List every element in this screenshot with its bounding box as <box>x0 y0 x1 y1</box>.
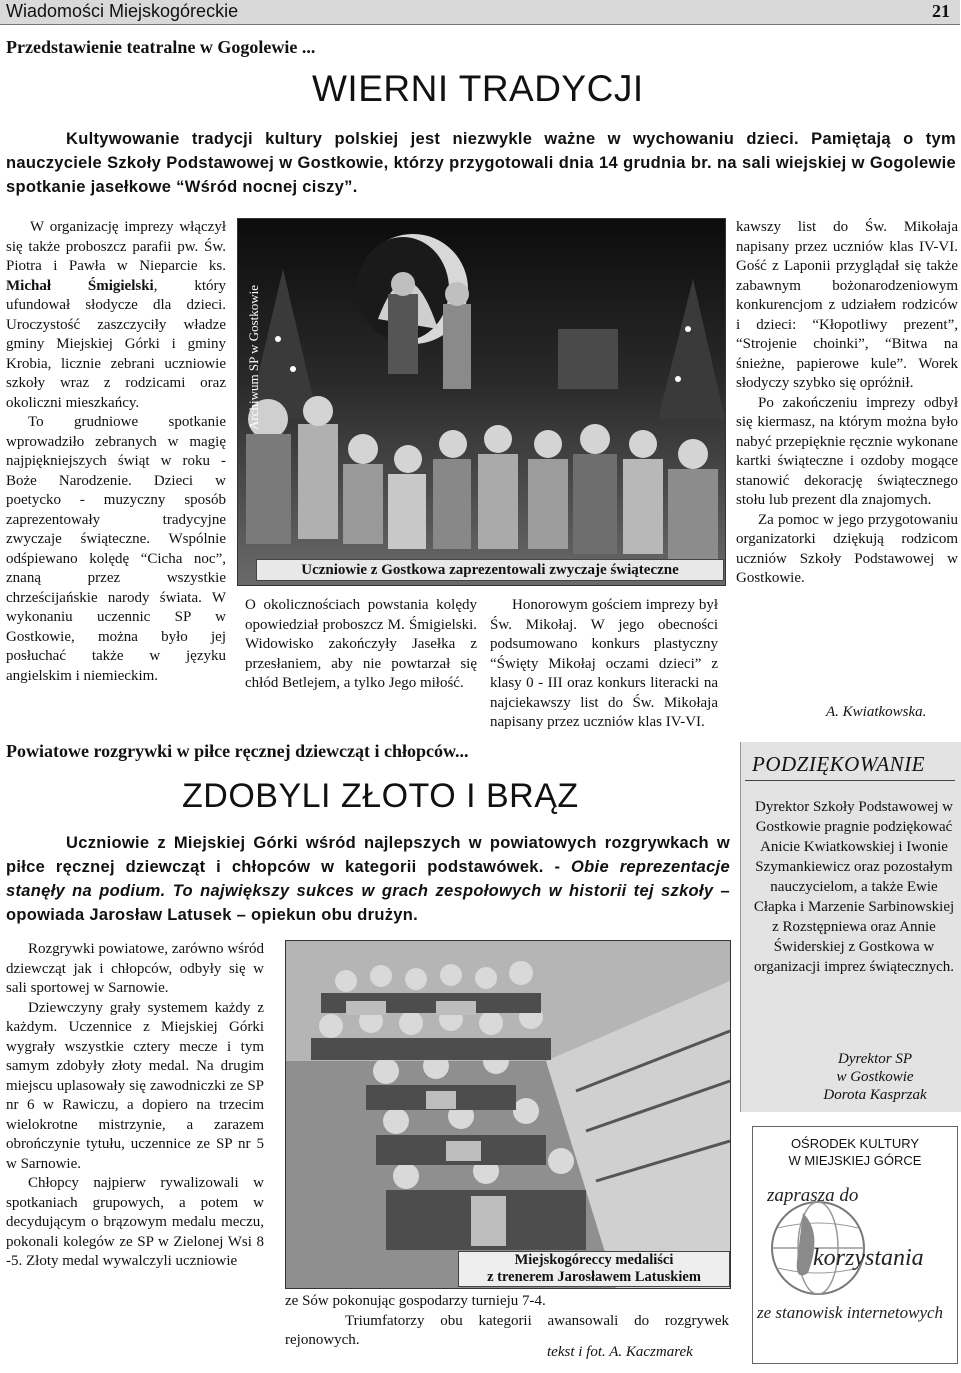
article2-p3-cont: ze Sów pokonując gospodarzy turnieju 7-4. <box>285 1293 546 1309</box>
ad-line-3: zaprasza do <box>767 1185 859 1206</box>
article2-p2: Dziewczyny grały systemem każdy z każdym. Uczennice z Miejskiej Górki wygrały wszystkie cztery mecze i tym samym zdobyły złoty medal. Na drugim miejscu uplasowały się zawodniczki ze SP nr 6 w Rawiczu, a dopiero na trzecim wielokrotne mistrzynie, a zarazem obrończynie tytułu, uczennice ze SP nr 5 w Sarnowie. <box>6 999 264 1172</box>
article2-lead-text-b: opowiada Jarosław Latusek – opiekun obu drużyn. <box>6 906 419 924</box>
article2-caption-line-2: z trenerem Jarosławem Latuskiem <box>487 1269 701 1285</box>
article2-p3: Chłopcy najpierw rywalizowali w spotkaniach grupowych, a potem w decydującym o brązowym medalu meczu, pokonali kolegów ze SP w Zielonej Wsi 8 -5. Złoty medal wywalczyli uczniowie <box>6 1175 264 1269</box>
article1-col1-name: Michał Śmigielski <box>6 277 154 294</box>
article2-lead-quote: Obie reprezentacje stanęły na podium. To największy sukces w grach zespołowych w historii tej szkoły – <box>6 858 730 900</box>
nativity-play-photo <box>238 219 725 585</box>
team-photo <box>286 941 730 1288</box>
article2-lead <box>6 831 730 927</box>
article2-lead-text-a: Uczniowie z Miejskiej Górki wśród najlepszych w powiatowych rozgrywkach w piłce ręcznej dziewcząt i chłopców w kategorii podstawówek. - <box>6 834 730 876</box>
thanks-sig-line-1: Dyrektor SP <box>837 1051 912 1067</box>
article1-headline: WIERNI TRADYCJI <box>312 68 644 109</box>
ad-box <box>752 1126 958 1364</box>
publication-name: Wiadomości Miejskogóreckie <box>6 1 239 21</box>
thanks-sig-line-3: Dorota Kasprzak <box>823 1087 927 1103</box>
article1-kicker: Przedstawienie teatralne w Gogolewie ... <box>6 37 316 57</box>
article1-col4-p2: Po zakończeniu imprezy odbył się kiermasz, na którym można było nabyć przepięknie ręcznie wykonane kartki świąteczne i ozdoby mogące stanowić dekorację świątecznego stołu lub prezent dla znajomych. <box>736 394 958 508</box>
article1-photo-credit: Archiwum SP w Gostkowie <box>246 284 261 430</box>
article1-photo <box>237 218 726 586</box>
thanks-divider <box>745 780 955 781</box>
article2-photo <box>285 940 731 1289</box>
article2-photo-caption <box>458 1251 730 1287</box>
article2-column-2 <box>285 1292 729 1351</box>
article2-caption-line-1: Miejskogóreccy medaliści <box>514 1252 674 1268</box>
article1-col1-p2: To grudniowe spotkanie wprowadziło zebranych w magię najpiękniejszych świąt w roku - Boże Narodzenie. Dzieci w poetycko - muzyczny sposób zaprezentowały tradycyjne zwyczaje świąteczne. Wspólnie odśpiewano kolędę “Cicha noc”, znaną przez wszystkie chrześcijańskie narody świata. W wykonaniu uczennic SP w Gostkowie, można było jej posłuchać także w języku angielskim i niemieckim. <box>6 414 226 684</box>
article1-photo-caption: Uczniowie z Gostkowa zaprezentowali zwyczaje świąteczne <box>256 559 724 581</box>
article1-col4-p3: Za pomoc w jego przygotowaniu organizatorki dziękują rodzicom uczniów Szkoły Podstawowej w Gostkowie. <box>736 511 958 586</box>
ad-line-5: ze stanowisk internetowych <box>757 1303 944 1322</box>
article1-col3-p1: Honorowym gościem imprezy był Św. Mikołaj. W jego obecności podsumowano konkurs plastyczny “Święty Mikołaj oczami dzieci” z klasy 0 - III oraz konkurs literacki na najciekawszy list do Św. Mikołaja napisany przez uczniów klas IV-VI. <box>490 597 718 730</box>
article1-column-4 <box>736 218 958 589</box>
ad-line-2: W MIEJSKIEJ GÓRCE <box>788 1153 922 1168</box>
thanks-title: PODZIĘKOWANIE <box>752 752 926 776</box>
thanks-body: Dyrektor Szkoły Podstawowej w Gostkowie pragnie podziękować Anicie Kwiatkowskiej i Iwonie Szymankiewicz oraz pozostałym nauczycielom, a także Ewie Cłapka i Marzenie Sarbinowskiej z Rozstępniewa oraz Annie Świderskiej z Gostkowa w organizacji imprez świątecznych. <box>753 799 955 975</box>
article1-author: A. Kwiatkowska. <box>826 704 927 720</box>
article2-kicker: Powiatowe rozgrywki w piłce ręcznej dziewcząt i chłopców... <box>6 741 469 761</box>
article1-col1-text-b: , który ufundował słodycze dla dzieci. Uroczystość zaszczyciły władze gminy Miejskiej Górki i gminy Krobia, licznie zebrani uczniowie szkoły wraz z rodzicami oraz okoliczni mieszkańcy. <box>6 277 226 411</box>
page-number: 21 <box>932 1 950 21</box>
ad-line-1: OŚRODEK KULTURY <box>790 1136 920 1151</box>
article1-lead: Kultywowanie tradycji kultury polskiej jest niezwykle ważne w wychowaniu dzieci. Pamiętają o tym nauczyciele Szkoły Podstawowej w Gostkowie, którzy przygotowali dnia 14 grudnia br. na sali wiejskiej w Gogolewie spotkanie jasełkowe “Wśród nocnej ciszy”. <box>6 130 956 196</box>
article2-headline: ZDOBYLI ZŁOTO I BRĄZ <box>182 777 579 815</box>
article1-col1-text-a: W organizację imprezy włączył się także proboszcz parafii pw. Św. Piotra i Pawła w Nieparcie ks. <box>6 219 226 274</box>
article1-col2-p1: O okolicznościach powstania kolędy opowiedział proboszcz M. Śmigielski. Widowisko zakończyły Jasełka z przesłaniem, aby nie powtarzał się chłód Betlejem, a tylko Jego miłość. <box>245 597 477 691</box>
article1-column-3 <box>490 596 718 730</box>
article2-credit: tekst i fot. A. Kaczmarek <box>547 1344 693 1360</box>
article2-p4: Triumfatorzy obu kategorii awansowali do rozgrywek rejonowych. <box>285 1312 729 1348</box>
article1-column-1 <box>6 218 226 686</box>
thanks-sig-line-2: w Gostkowie <box>836 1069 914 1085</box>
thanks-signature <box>800 1050 950 1104</box>
article1-column-2 <box>245 596 477 694</box>
article2-p1: Rozgrywki powiatowe, zarówno wśród dziewcząt jak i chłopców, odbyły się w sali sportowej w Sarnowie. <box>6 941 264 996</box>
article1-col4-p1: kawszy list do Św. Mikołaja napisany przez uczniów klas IV-VI. Gość z Laponii przyglądał się także zabawnym bożonarodzeniowym konkurencjom z udziałem rodziców i dzieci: “Kłopotliwy prezent”, “Strojenie choinki”, “Bitwa na śnieżne, papierowe kule”. Worek słodyczy szybko się opróżnił. <box>736 219 958 391</box>
ad-line-4: korzystania <box>813 1245 924 1271</box>
article2-column-1 <box>6 940 264 1272</box>
